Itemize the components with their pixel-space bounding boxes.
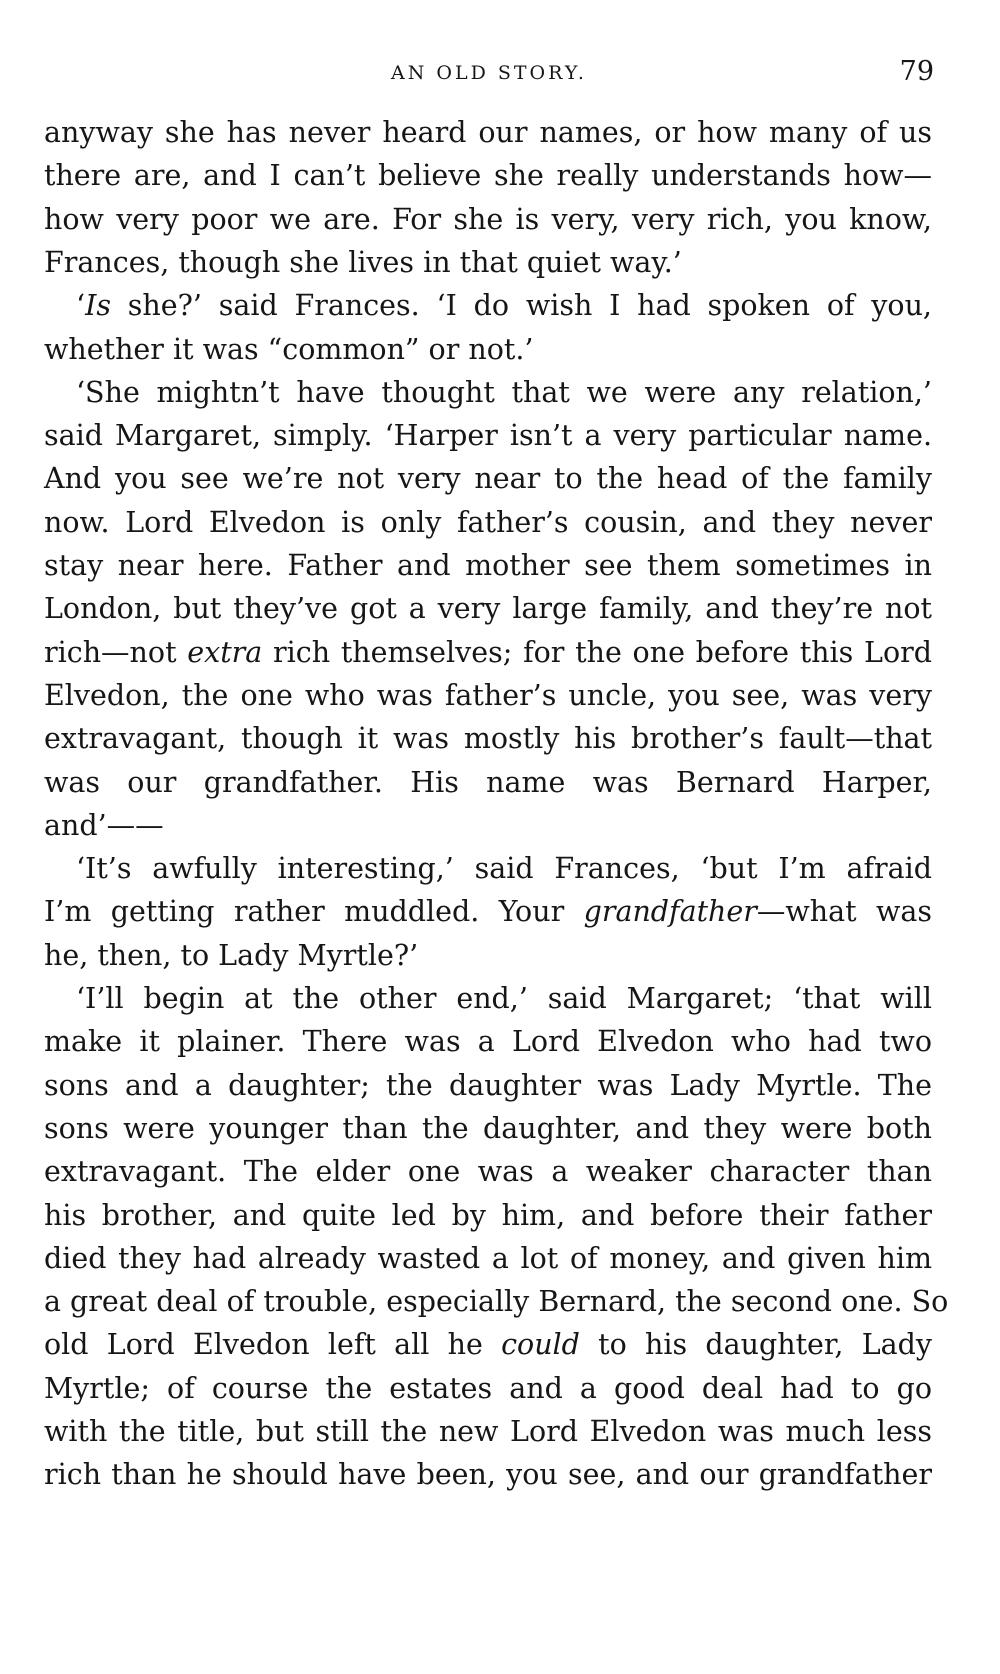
text-line — [44, 630, 932, 676]
text-line — [44, 197, 932, 243]
text-line — [44, 933, 932, 979]
text-segment: Frances, though she lives in that quiet way.’ — [44, 245, 682, 279]
text-line — [44, 803, 932, 849]
italic-text: grandfather — [583, 895, 757, 929]
page-number: 79 — [899, 56, 934, 87]
text-segment: extravagant. The elder one was a weaker character than — [44, 1155, 932, 1189]
text-segment: with the title, but still the new Lord Elvedon was much less — [44, 1415, 932, 1448]
text-line — [44, 543, 932, 589]
text-segment: ‘She mightn’t have thought that we were any relation,’ — [76, 375, 932, 409]
text-line — [44, 240, 932, 286]
text-line — [44, 760, 932, 806]
text-line — [44, 500, 932, 546]
text-segment: And you see we’re not very near to the head of the family — [44, 462, 932, 496]
text-segment: Elvedon, the one who was father’s uncle, you see, was very — [44, 678, 932, 712]
text-segment: London, but they’ve got a very large family, and they’re not — [44, 592, 932, 626]
text-segment: now. Lord Elvedon is only father’s cousin, and they never — [44, 505, 932, 539]
text-segment: she?’ said Frances. ‘I do wish I had spoken of you, — [110, 289, 932, 323]
text-line — [44, 283, 932, 329]
text-segment: make it plainer. There was a Lord Elvedon who had two — [44, 1025, 932, 1059]
text-line — [44, 1193, 932, 1239]
text-segment: rich than he should have been, you see, and our grandfather — [44, 1458, 932, 1492]
text-segment: whether it was “common” or not.’ — [44, 332, 534, 366]
text-line — [44, 153, 932, 199]
text-line — [44, 1019, 932, 1065]
running-title: AN OLD STORY. — [391, 62, 587, 84]
text-line — [44, 673, 932, 719]
text-line — [44, 586, 932, 632]
text-line — [44, 716, 932, 762]
text-segment: sons were younger than the daughter, and they were both — [44, 1111, 932, 1145]
text-segment: he, then, to Lady Myrtle?’ — [44, 938, 419, 972]
text-segment: anyway she has never heard our names, or how many of us — [44, 116, 932, 149]
text-segment: —what was — [756, 895, 932, 929]
text-segment: extravagant, though it was mostly his brother’s fault—that — [44, 722, 932, 756]
text-line — [44, 327, 932, 373]
text-segment: stay near here. Father and mother see them sometimes in — [44, 549, 932, 582]
text-segment: there are, and I can’t believe she really understands how— — [44, 159, 932, 193]
text-segment: died they had already wasted a lot of money, and given him — [44, 1241, 932, 1275]
text-segment: his brother, and quite led by him, and before their father — [44, 1198, 932, 1232]
text-line — [44, 846, 932, 892]
text-segment: rich—not — [44, 635, 188, 669]
text-line — [44, 1366, 932, 1412]
text-line — [44, 1106, 932, 1152]
text-line — [44, 413, 932, 459]
text-line — [44, 110, 932, 156]
text-segment: ‘ — [76, 289, 86, 323]
running-head — [44, 56, 934, 96]
text-segment: old Lord Elvedon left all he — [44, 1328, 502, 1362]
text-line — [44, 1279, 949, 1325]
text-line — [44, 1322, 932, 1368]
text-line — [44, 889, 932, 935]
text-line — [44, 1452, 932, 1498]
text-segment: ‘It’s awfully interesting,’ said Frances, ‘but I’m afraid — [76, 852, 932, 886]
text-line — [44, 1149, 932, 1195]
text-line — [44, 1409, 932, 1455]
text-segment: how very poor we are. For she is very, very rich, you know, — [44, 202, 932, 236]
italic-text: extra — [187, 635, 263, 669]
text-segment: Myrtle; of course the estates and a good deal had to go — [44, 1371, 932, 1405]
text-segment: a great deal of trouble, especially Bernard, the second one. So — [44, 1285, 949, 1319]
text-segment: to his daughter, Lady — [579, 1328, 932, 1362]
text-segment: I’m getting rather muddled. Your — [44, 895, 584, 929]
text-segment: rich themselves; for the one before this Lord — [262, 635, 932, 669]
text-line — [44, 976, 932, 1022]
text-segment: sons and a daughter; the daughter was Lady Myrtle. The — [44, 1068, 932, 1102]
text-line — [44, 1063, 932, 1109]
italic-text: Is — [85, 289, 111, 323]
text-segment: said Margaret, simply. ‘Harper isn’t a very particular name. — [44, 419, 932, 453]
text-segment: and’—— — [44, 808, 164, 842]
text-line — [44, 370, 932, 416]
text-line — [44, 456, 932, 502]
text-segment: ‘I’ll begin at the other end,’ said Margaret; ‘that will — [76, 982, 932, 1015]
text-segment: was our grandfather. His name was Bernard Harper, — [44, 765, 932, 799]
italic-text: could — [501, 1328, 580, 1362]
text-line — [44, 1236, 932, 1282]
